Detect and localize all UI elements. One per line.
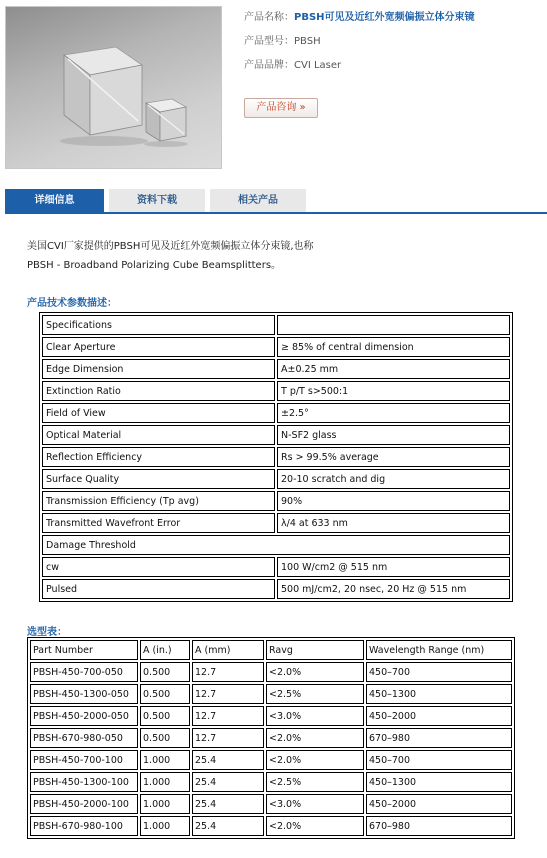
- tab-bar: [5, 189, 547, 214]
- selection-cell: <2.0%: [266, 728, 364, 748]
- select-section-title: 选型表：: [27, 627, 67, 638]
- spec-row: [42, 469, 510, 489]
- product-brand-value: CVI Laser: [294, 60, 342, 71]
- table-row: [30, 728, 512, 748]
- product-header: [0, 0, 547, 180]
- spec-name-cell: Optical Material: [42, 425, 275, 445]
- spec-name-cell: Specifications: [42, 315, 275, 335]
- product-model-row: [244, 32, 544, 56]
- spec-value-cell: 90%: [277, 491, 510, 511]
- spec-value-cell: N-SF2 glass: [277, 425, 510, 445]
- spec-row: [42, 535, 510, 555]
- selection-cell: 450–1300: [366, 684, 512, 704]
- selection-cell: <2.0%: [266, 750, 364, 770]
- spec-name-cell: Extinction Ratio: [42, 381, 275, 401]
- table-row: [30, 706, 512, 726]
- selection-header-row: [30, 640, 512, 660]
- spec-value-cell: ±2.5°: [277, 403, 510, 423]
- product-model-label: 产品型号：: [244, 36, 294, 47]
- selection-cell: <2.5%: [266, 772, 364, 792]
- selection-header-cell: A (mm): [192, 640, 264, 660]
- product-name-row: [244, 8, 544, 32]
- table-row: [30, 772, 512, 792]
- product-description: [27, 237, 542, 275]
- selection-cell: 450–700: [366, 662, 512, 682]
- spec-row: [42, 425, 510, 445]
- selection-cell: <3.0%: [266, 794, 364, 814]
- selection-cell: PBSH-670-980-100: [30, 816, 138, 836]
- spec-row: [42, 315, 510, 335]
- spec-section-title: 产品技术参数描述：: [27, 298, 117, 309]
- spec-row: [42, 491, 510, 511]
- spec-row: [42, 337, 510, 357]
- selection-cell: PBSH-450-2000-050: [30, 706, 138, 726]
- selection-cell: PBSH-450-700-050: [30, 662, 138, 682]
- tab-details[interactable]: 详细信息: [5, 189, 104, 214]
- spec-row: [42, 381, 510, 401]
- table-row: [30, 684, 512, 704]
- spec-name-cell: Transmitted Wavefront Error: [42, 513, 275, 533]
- selection-cell: 25.4: [192, 794, 264, 814]
- selection-header-cell: A (in.): [140, 640, 190, 660]
- spec-name-cell: cw: [42, 557, 275, 577]
- spec-value-cell: Rs > 99.5% average: [277, 447, 510, 467]
- selection-cell: 450–2000: [366, 794, 512, 814]
- spec-value-cell: ≥ 85% of central dimension: [277, 337, 510, 357]
- product-consult-button[interactable]: 产品咨询 »: [244, 98, 318, 118]
- selection-cell: PBSH-450-700-100: [30, 750, 138, 770]
- tab-downloads[interactable]: 资料下载: [109, 189, 205, 212]
- table-row: [30, 750, 512, 770]
- product-brand-row: [244, 56, 544, 80]
- selection-cell: PBSH-450-1300-100: [30, 772, 138, 792]
- selection-cell: 0.500: [140, 706, 190, 726]
- selection-cell: 25.4: [192, 816, 264, 836]
- spec-name-cell: Reflection Efficiency: [42, 447, 275, 467]
- selection-cell: 1.000: [140, 750, 190, 770]
- description-line-2: PBSH - Broadband Polarizing Cube Beamsplitters。: [27, 260, 282, 271]
- spec-name-cell: Edge Dimension: [42, 359, 275, 379]
- product-info: [244, 8, 544, 80]
- spec-name-cell: Transmission Efficiency (Tp avg): [42, 491, 275, 511]
- tab-related-products[interactable]: 相关产品: [210, 189, 306, 212]
- spec-name-cell: Pulsed: [42, 579, 275, 599]
- selection-cell: 25.4: [192, 772, 264, 792]
- selection-table: [27, 637, 515, 839]
- product-brand-label: 产品品牌：: [244, 60, 294, 71]
- spec-row: [42, 447, 510, 467]
- spec-name-cell: Clear Aperture: [42, 337, 275, 357]
- spec-row: [42, 513, 510, 533]
- spec-value-cell: 20-10 scratch and dig: [277, 469, 510, 489]
- spec-value-cell: [277, 315, 510, 335]
- spec-name-cell: Field of View: [42, 403, 275, 423]
- selection-cell: 0.500: [140, 662, 190, 682]
- selection-cell: 670–980: [366, 816, 512, 836]
- selection-header-cell: Wavelength Range (nm): [366, 640, 512, 660]
- selection-cell: PBSH-450-1300-050: [30, 684, 138, 704]
- spec-cell: Damage Threshold: [42, 535, 510, 555]
- selection-cell: 12.7: [192, 706, 264, 726]
- selection-cell: <2.0%: [266, 662, 364, 682]
- spec-value-cell: A±0.25 mm: [277, 359, 510, 379]
- spec-row: [42, 579, 510, 599]
- table-row: [30, 662, 512, 682]
- spec-name-cell: Surface Quality: [42, 469, 275, 489]
- selection-cell: 450–1300: [366, 772, 512, 792]
- description-line-1: 美国CVI厂家提供的PBSH可见及近红外宽频偏振立体分束镜,也称: [27, 241, 314, 252]
- spec-value-cell: 100 W/cm2 @ 515 nm: [277, 557, 510, 577]
- spec-row: [42, 403, 510, 423]
- product-model-value: PBSH: [294, 36, 321, 47]
- selection-cell: 25.4: [192, 750, 264, 770]
- selection-cell: 12.7: [192, 662, 264, 682]
- spec-value-cell: 500 mJ/cm2, 20 nsec, 20 Hz @ 515 nm: [277, 579, 510, 599]
- spec-row: [42, 359, 510, 379]
- product-name-label: 产品名称：: [244, 12, 294, 23]
- spec-value-cell: λ/4 at 633 nm: [277, 513, 510, 533]
- selection-cell: 0.500: [140, 728, 190, 748]
- selection-cell: 1.000: [140, 772, 190, 792]
- selection-cell: 670–980: [366, 728, 512, 748]
- selection-header-cell: Ravg: [266, 640, 364, 660]
- selection-cell: 12.7: [192, 728, 264, 748]
- selection-cell: <2.5%: [266, 684, 364, 704]
- spec-row: [42, 557, 510, 577]
- product-image: [5, 6, 222, 169]
- table-row: [30, 794, 512, 814]
- table-row: [30, 816, 512, 836]
- spec-table: [39, 312, 513, 602]
- selection-cell: PBSH-670-980-050: [30, 728, 138, 748]
- selection-cell: 1.000: [140, 794, 190, 814]
- selection-cell: 1.000: [140, 816, 190, 836]
- selection-cell: 12.7: [192, 684, 264, 704]
- product-name-value: PBSH可见及近红外宽频偏振立体分束镜: [294, 12, 475, 23]
- selection-cell: 0.500: [140, 684, 190, 704]
- selection-cell: 450–700: [366, 750, 512, 770]
- selection-cell: <2.0%: [266, 816, 364, 836]
- selection-header-cell: Part Number: [30, 640, 138, 660]
- selection-cell: 450–2000: [366, 706, 512, 726]
- spec-value-cell: T p/T s>500:1: [277, 381, 510, 401]
- tab-underline: [5, 212, 547, 214]
- selection-cell: <3.0%: [266, 706, 364, 726]
- selection-cell: PBSH-450-2000-100: [30, 794, 138, 814]
